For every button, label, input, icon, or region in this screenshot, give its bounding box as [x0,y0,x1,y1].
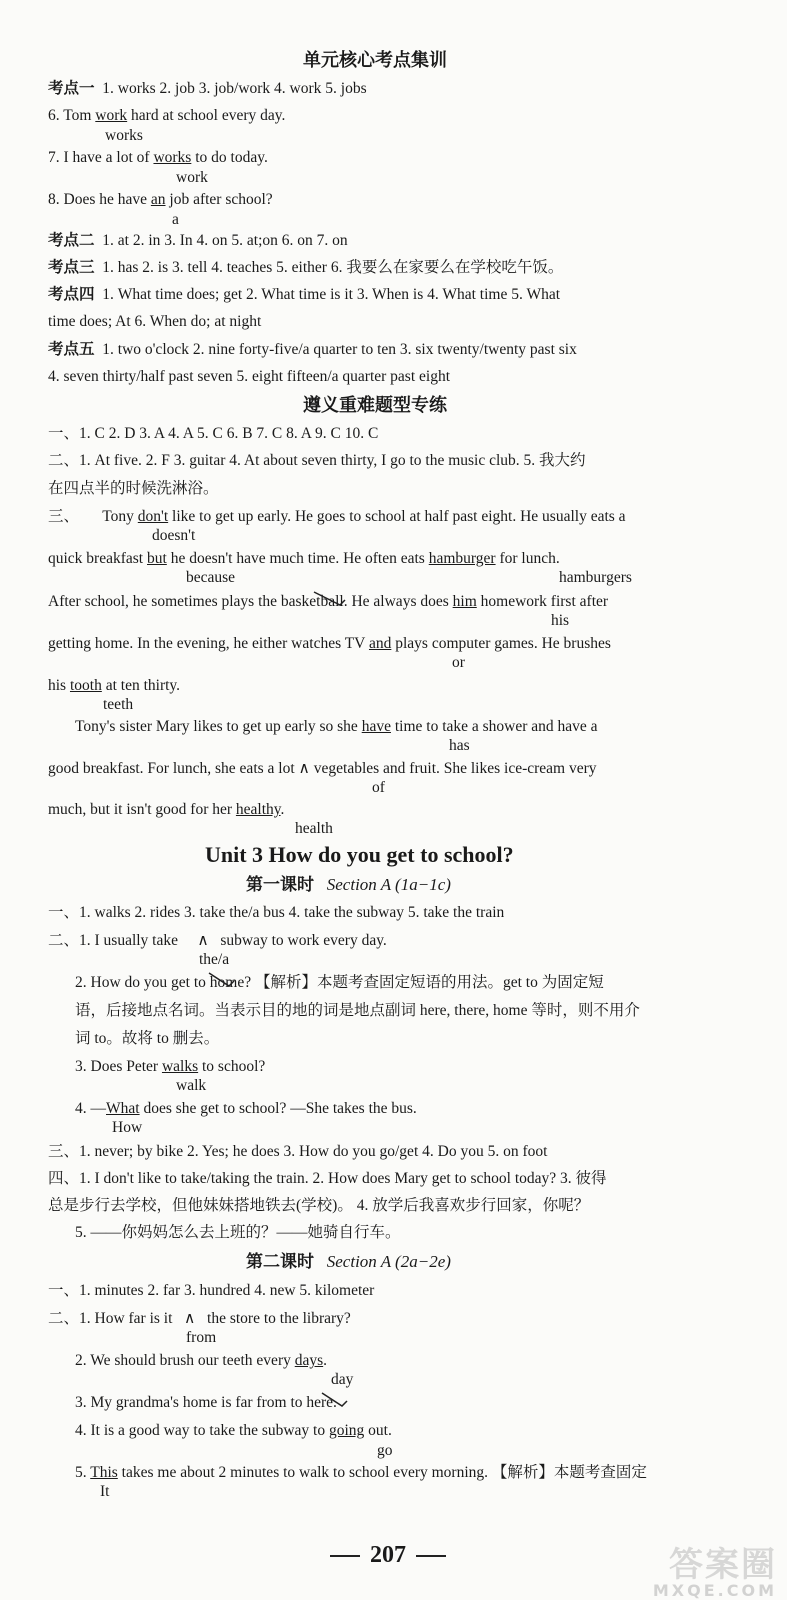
error-word: an [150,191,166,208]
passage-line-8 [48,800,284,820]
text: does she get to school? —She takes the bus. [139,1100,417,1117]
lesson-heading-2 [246,1252,451,1272]
error-word: walks [161,1058,199,1075]
part-2-cont: 在四点半的时候洗淋浴。 [48,480,219,497]
error-word: days [294,1352,324,1369]
text: 2. We should brush our teeth every [75,1352,295,1369]
section-heading-zunyi: 遵义重难题型专练 [303,395,447,415]
error-word: have [361,718,391,735]
deleted-word: to [290,1394,303,1411]
error-word: This [90,1464,118,1481]
text: 7. I have a lot of [48,149,154,166]
text: much, but it isn't good for her [48,801,236,818]
text: he doesn't have much time. He often eats [166,550,429,567]
u3-part-2-q1 [48,931,387,951]
error-word: work [95,107,128,124]
text: 3. My grandma's home is far from [75,1394,291,1411]
dash-right [416,1555,446,1557]
text: subway to work every day. [216,932,387,949]
delete-mark-icon [207,969,235,989]
text: . [323,1352,328,1369]
error-word: tooth [69,677,102,694]
text: basketball. He always does [277,593,453,610]
correction: teeth [103,696,134,713]
watermark-logo: 答案圈 [669,1545,777,1585]
page-number [320,1542,456,1569]
kaodian-2 [48,231,348,251]
passage-line-4 [48,634,611,654]
insert-mark: ∧ [197,932,209,949]
page-number-text: 207 [370,1542,406,1568]
answer-page [48,0,728,1600]
section-label: 三、 [48,508,80,525]
text: quick breakfast [48,550,147,567]
lesson-label: 第一课时 [246,875,314,894]
u3-part-4: 四、1. I don't like to take/taking the train. 2. How does Mary get to school today? 3. 彼得 [48,1170,607,1187]
kaodian-3 [48,258,563,278]
correction: of [372,779,385,796]
question-6 [48,106,285,126]
question-8 [48,190,273,210]
correction: or [452,654,465,671]
correction: works [105,127,143,144]
correction: How [112,1119,143,1136]
u3-part-2-q4 [48,1099,417,1119]
text: 二、1. How far is it [48,1310,177,1327]
text: 4. It is a good way to take the subway to [75,1422,329,1439]
lesson-label: 第二课时 [246,1252,314,1271]
text: getting home. In the evening, he either watches TV [48,635,369,652]
correction: a [172,211,179,228]
text: 6. Tom [48,107,96,124]
correction: It [100,1483,110,1500]
text: to school? [198,1058,266,1075]
analysis-cont: 词 to。故将 to 删去。 [75,1030,220,1047]
correction: hamburgers [559,569,632,586]
text: 4. — [75,1100,106,1117]
text: his [48,677,70,694]
kaodian-4 [48,285,560,305]
error-word: going [328,1422,365,1439]
text: . [280,801,285,818]
l2-part-2-q3 [48,1393,337,1413]
kaodian-4-cont: time does; At 6. When do; at night [48,313,262,330]
text: 5. [75,1464,91,1481]
correction: the/a [199,951,230,968]
error-word: healthy [235,801,281,818]
text: the store to the library? [203,1310,351,1327]
section-heading-core: 单元核心考点集训 [303,50,447,70]
l2-part-2-q5 [48,1463,647,1483]
text: at ten thirty. [101,677,181,694]
u3-part-1: 一、1. walks 2. rides 3. take the/a bus 4. take the subway 5. take the train [48,904,505,921]
kaodian-label: 考点五 [48,341,95,358]
lesson-section: Section A (1a−1c) [326,875,451,894]
kaodian-answers: 1. has 2. is 3. tell 4. teaches 5. either 6. 我要么在家要么在学校吃午饭。 [102,259,564,276]
u3-part-2-q2 [48,973,604,993]
u3-part-4-cont: 总是步行去学校，但他妹妹搭地铁去(学校)。 4. 放学后我喜欢步行回家，你呢？ [48,1197,590,1214]
text: like to get up early. He goes to school at half past eight. He usually eats a [168,508,626,525]
text: 二、1. I usually take [48,932,182,949]
passage-line-6 [48,717,598,737]
error-word: hamburger [428,550,496,567]
text: 2. How do you get [75,974,194,991]
l2-part-2-q2 [48,1351,327,1371]
correction: his [551,612,570,629]
u3-part-3: 三、1. never; by bike 2. Yes; he does 3. How do you go/get 4. Do you 5. on foot [48,1143,548,1160]
text: for lunch. [495,550,560,567]
insert-mark: ∧ [298,760,310,777]
error-word: but [147,550,167,567]
l2-part-2-q4 [48,1421,392,1441]
part-2-answers: 二、1. At five. 2. F 3. guitar 4. At about seven thirty, I go to the music club. 5. 我大约 [48,452,586,469]
delete-mark-icon [320,1389,348,1409]
correction: walk [176,1077,207,1094]
passage-line-2 [48,549,560,569]
analysis-cont: 语，后接地点名词。当表示目的地的词是地点副词 here, there, home 等时，则不用介 [75,1002,640,1019]
watermark-url: MXQE.COM [652,1581,777,1600]
kaodian-label: 考点二 [48,232,95,249]
text: hard at school every day. [127,107,286,124]
passage-line-7 [48,759,597,779]
error-word: works [153,149,192,166]
correction: doesn't [152,527,196,544]
unit-title: Unit 3 How do you get to school? [205,842,514,867]
error-word: and [368,635,392,652]
passage-line-1 [48,507,626,527]
correction: from [186,1329,217,1346]
text: home? 【解析】本题考查固定短语的用法。get to 为固定短 [205,974,604,991]
text: After school, he sometimes plays [48,593,259,610]
text: good breakfast. For lunch, she eats a lot [48,760,299,777]
kaodian-answers: 1. at 2. in 3. In 4. on 5. at;on 6. on 7. on [102,232,348,249]
text: out. [364,1422,392,1439]
u3-part-4-q5: 5. ——你妈妈怎么去上班的？——她骑自行车。 [75,1224,401,1241]
correction: health [295,820,333,837]
deleted-word: to [193,974,206,991]
correction: has [449,737,470,754]
delete-mark-icon [312,588,346,608]
kaodian-5 [48,340,577,360]
text: time to take a shower and have a [390,718,598,735]
deleted-word: the [258,593,278,610]
text: homework first after [476,593,609,610]
l2-part-1: 一、1. minutes 2. far 3. hundred 4. new 5. kilometer [48,1282,375,1299]
question-7 [48,148,268,168]
error-word: him [452,593,477,610]
l2-part-2-q1 [48,1309,351,1329]
error-word: What [106,1100,140,1117]
correction: work [176,169,208,186]
text: plays computer games. He brushes [391,635,611,652]
lesson-heading-1 [246,875,451,895]
kaodian-1 [48,79,367,99]
text: Tony [102,508,138,525]
correction: go [377,1442,393,1459]
text: Tony's sister Mary likes to get up early so she [75,718,362,735]
part-1-answers: 一、1. C 2. D 3. A 4. A 5. C 6. B 7. C 8. A 9. C 10. C [48,425,379,442]
dash-left [330,1555,360,1557]
text: 8. Does he have [48,191,151,208]
text: to do today. [191,149,268,166]
correction: because [186,569,236,586]
error-word: don't [137,508,169,525]
kaodian-label: 考点四 [48,286,95,303]
kaodian-label: 考点三 [48,259,95,276]
text: job after school? [165,191,273,208]
insert-mark: ∧ [184,1310,196,1327]
text: here. [302,1394,337,1411]
text: 3. Does Peter [75,1058,162,1075]
kaodian-5-cont: 4. seven thirty/half past seven 5. eight fifteen/a quarter past eight [48,368,451,385]
kaodian-answers: 1. two o'clock 2. nine forty-five/a quarter to ten 3. six twenty/twenty past six [102,341,577,358]
u3-part-2-q3 [48,1057,265,1077]
passage-line-5 [48,676,180,696]
lesson-section: Section A (2a−2e) [326,1252,451,1271]
text: vegetables and fruit. She likes ice-cream very [309,760,597,777]
kaodian-answers: 1. What time does; get 2. What time is it 3. When is 4. What time 5. What [102,286,561,303]
text: takes me about 2 minutes to walk to school every morning. 【解析】本题考查固定 [117,1464,647,1481]
correction: day [331,1371,354,1388]
kaodian-answers: 1. works 2. job 3. job/work 4. work 5. jobs [102,80,367,97]
kaodian-label: 考点一 [48,80,95,97]
